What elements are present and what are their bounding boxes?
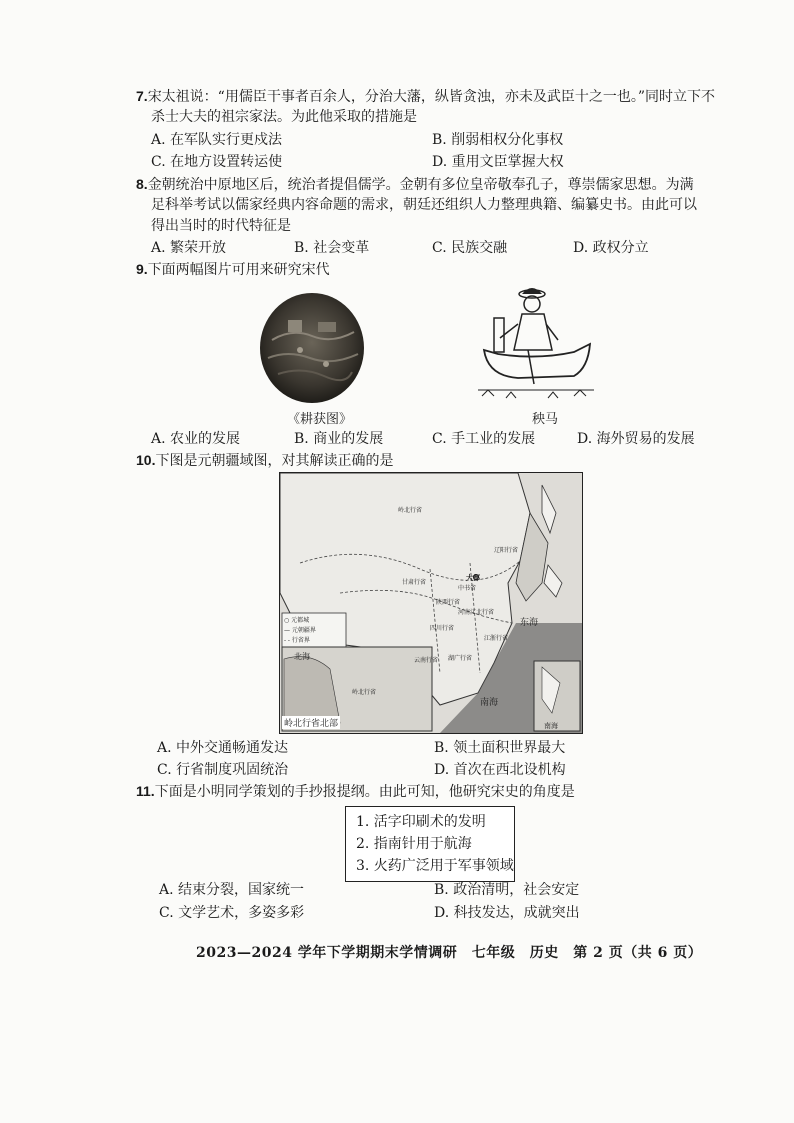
map-label-yunnan: 云南行省 [414,657,439,664]
q9-stem: 9.下面两幅图片可用来研究宋代 [136,261,330,278]
q11-stem: 11.下面是小明同学策划的手抄报提纲。由此可知，他研究宋史的角度是 [136,783,575,800]
q10-number: 10. [136,452,156,468]
q10-option-d[interactable]: D. 首次在西北设机构 [434,762,566,778]
q8-number: 8. [136,176,148,192]
map-legend-province: - - 行省界 [284,637,310,644]
q11-outline-box [345,806,515,882]
q8-stem-line3: 得出当时的时代特征是 [151,218,291,234]
map-label-liaoyang: 辽阳行省 [494,547,519,554]
q11-option-c[interactable]: C. 文学艺术，多姿多彩 [159,905,305,921]
q11-option-a[interactable]: A. 结束分裂，国家统一 [159,882,305,898]
q8-option-c[interactable]: C. 民族交融 [432,240,508,256]
q11-number: 11. [136,783,155,799]
map-label-sichuan: 四川行省 [430,625,455,632]
map-label-gansu: 甘肃行省 [402,579,427,586]
q8-option-d[interactable]: D. 政权分立 [573,240,649,256]
map-label-donghai: 东海 [520,618,539,628]
map-label-inset-lingbei: 岭北行省 [352,689,377,696]
map-label-nanhai: 南海 [480,698,499,708]
map-label-beihai: 北海 [294,652,310,661]
q8-option-a[interactable]: A. 繁荣开放 [151,240,227,256]
map-inset-title: 岭北行省北部 [282,716,340,729]
q9-option-d[interactable]: D. 海外贸易的发展 [577,431,695,447]
genghuo-painting-image [258,292,366,404]
q10-stem: 10.下图是元朝疆域图，对其解读正确的是 [136,452,394,469]
q9-option-b[interactable]: B. 商业的发展 [294,431,384,447]
q10-option-c[interactable]: C. 行省制度巩固统治 [157,762,289,778]
map-legend-border: — 元朝疆界 [284,627,316,634]
q7-option-a[interactable]: A. 在军队实行更戍法 [151,132,283,148]
q11-option-b[interactable]: B. 政治清明，社会安定 [434,882,580,898]
q10-option-a[interactable]: A. 中外交通畅通发达 [157,740,289,756]
map-label-henan: 河南江北行省 [458,609,495,616]
q7-option-c[interactable]: C. 在地方设置转运使 [151,154,283,170]
q7-stem-line1: 7.宋太祖说：“用儒臣干事者百余人，分治大藩，纵皆贪浊，亦未及武臣十之一也。”同时立下不 [136,88,715,105]
q7-stem-line2: 杀士大夫的祖宗家法。为此他采取的措施是 [151,109,417,125]
q7-option-d[interactable]: D. 重用文臣掌握大权 [432,154,564,170]
yangma-drawing-image [478,280,594,408]
map-legend-capital: ○ 元都城 [284,617,310,624]
map-label-lingbei: 岭北行省 [398,507,423,514]
q11-outline-item: 2. 指南针用于航海 [356,836,472,852]
q11-outline-item: 3. 火药广泛用于军事领域 [356,858,514,874]
q9-number: 9. [136,261,148,277]
map-label-zhongshu: 中书省 [458,585,477,592]
q7-option-b[interactable]: B. 削弱相权分化事权 [432,132,564,148]
q10-option-b[interactable]: B. 领土面积世界最大 [434,740,566,756]
map-label-inset-nanhai: 南海 [544,722,558,730]
q11-option-d[interactable]: D. 科技发达，成就突出 [434,905,580,921]
map-label-dadu: 大都 [466,573,480,582]
map-label-jiangzhe: 江浙行省 [484,635,509,642]
map-label-shaanxi: 陕西行省 [436,599,461,606]
yangma-caption: 秧马 [532,412,559,427]
yuan-territory-map [279,472,583,734]
q8-stem-line2: 足科举考试以儒家经典内容命题的需求，朝廷还组织人力整理典籍、编纂史书。由此可以 [151,197,697,213]
genghuo-caption: 《耕获图》 [287,412,353,427]
q8-option-b[interactable]: B. 社会变革 [294,240,370,256]
q9-option-a[interactable]: A. 农业的发展 [151,431,241,447]
q11-outline-item: 1. 活字印刷术的发明 [356,814,486,830]
q7-number: 7. [136,88,148,104]
q9-option-c[interactable]: C. 手工业的发展 [432,431,536,447]
map-label-huguang: 湖广行省 [448,655,473,662]
q8-stem-line1: 8.金朝统治中原地区后，统治者提倡儒学。金朝有多位皇帝敬奉孔子，尊崇儒家思想。为满 [136,176,694,193]
page-footer: 2023—2024 学年下学期期末学情调研 七年级 历史 第 2 页（共 6 页） [196,945,703,961]
